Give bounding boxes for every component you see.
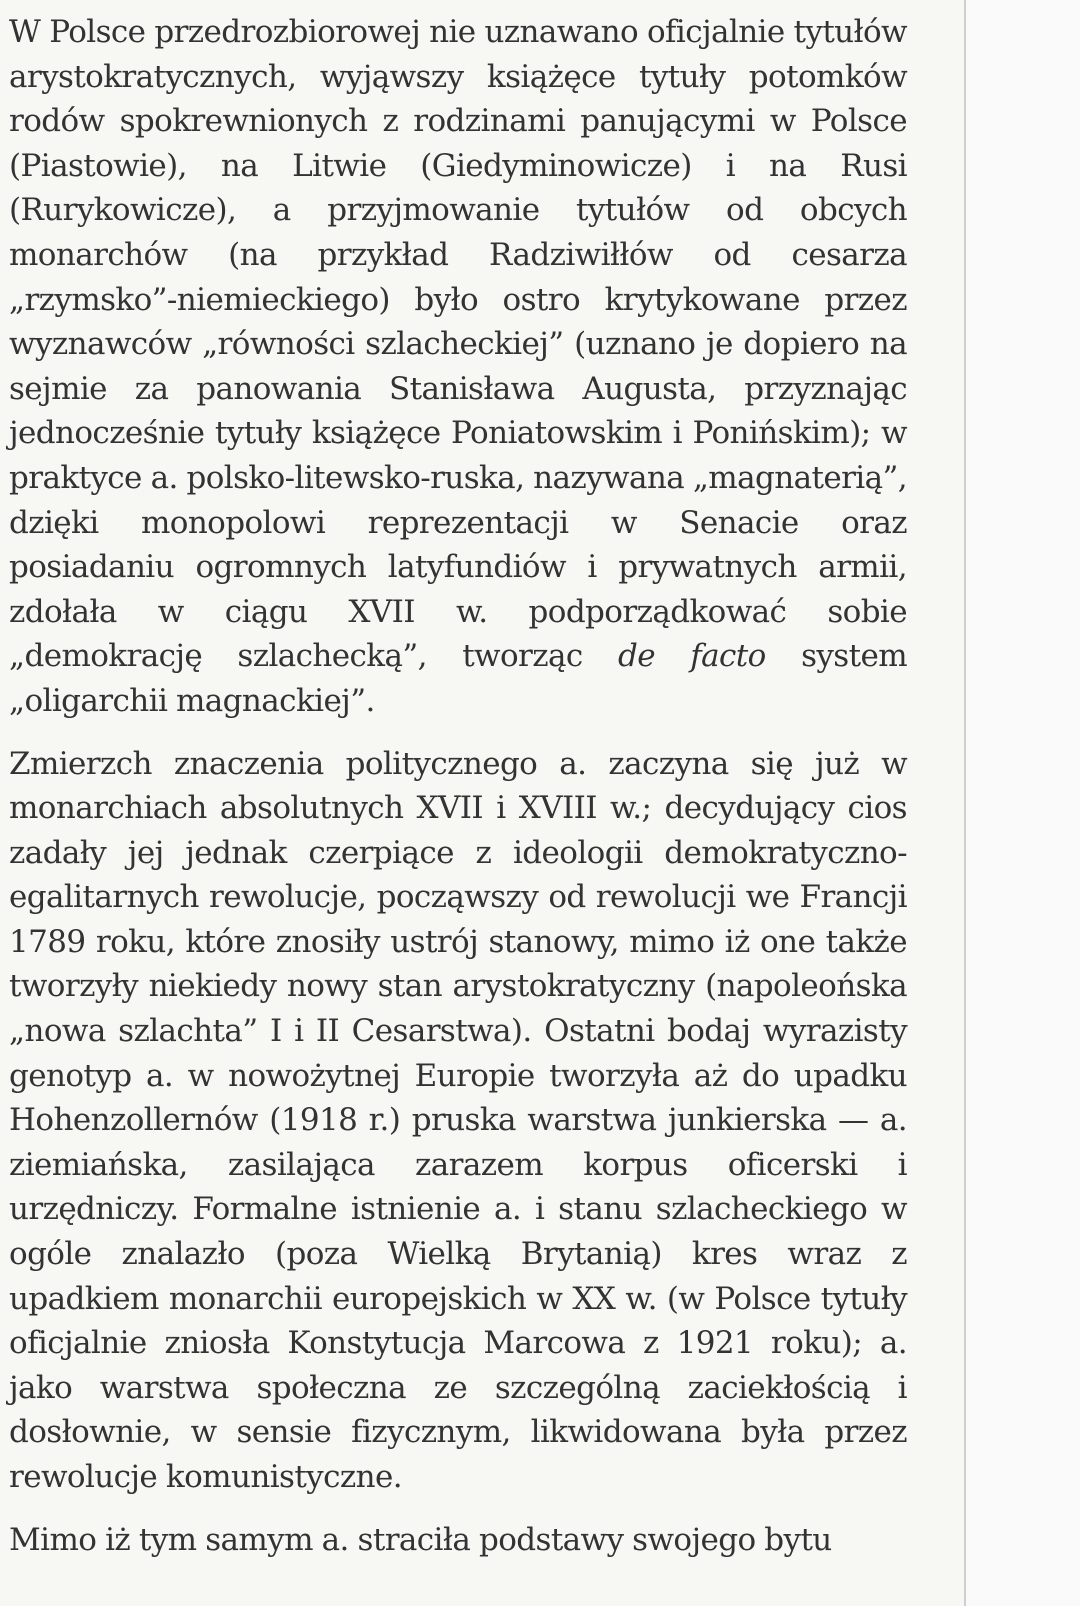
paragraph-1-text: W Polsce przedrozbiorowej nie uznawano oficjalnie tytułów arystokratycznych, wyjąwszy książęce tytuły potomków rodów spokrewnionych z rodzinami panującymi w Polsce (Piastowie), na Litwie (Giedyminowicze) i na Rusi (Rurykowicze), a przyjmowanie tytułów od obcych monarchów (na przykład Radziwiłłów od cesarza „rzymsko”-niemieckiego) było ostro krytykowane przez wyznawców „równości szlacheckiej” (uznano je dopiero na sejmie za panowania Stanisława Augusta, przyznając jednocześnie tytuły książęce Poniatowskim i Ponińskim); w praktyce a. polsko-litewsko-ruska, nazywana „magnaterią”, dzięki monopolowi reprezentacji w Senacie oraz posiadaniu ogromnych latyfundiów i prywatnych armii, zdołała w ciągu XVII w. podporządkować sobie „demokrację szlachecką”, tworząc	[9, 14, 907, 675]
paragraph-1-end: system „oligarchii magnackiej”.	[9, 638, 907, 719]
right-margin	[966, 0, 1080, 1606]
italic-phrase: de facto	[617, 638, 766, 675]
paragraph-1	[9, 10, 907, 724]
paragraph-2: Zmierzch znaczenia politycznego a. zaczyna się już w monarchiach absolutnych XVII i XVIII w.; decydujący cios zadały jej jednak czerpiące z ideologii demokratyczno-egalitarnych rewolucje, począwszy od rewolucji we Francji 1789 roku, które znosiły ustrój stanowy, mimo iż one także tworzyły niekiedy nowy stan arystokratyczny (napoleońska „nowa szlachta” I i II Cesarstwa). Ostatni bodaj wyrazisty genotyp a. w nowożytnej Europie tworzyła aż do upadku Hohenzollernów (1918 r.) pruska warstwa junkierska — a. ziemiańska, zasilająca zarazem korpus oficerski i urzędniczy. Formalne istnienie a. i stanu szlacheckiego w ogóle znalazło (poza Wielką Brytanią) kres wraz z upadkiem monarchii europejskich w XX w. (w Polsce tytuły oficjalnie zniosła Konstytucja Marcowa z 1921 roku); a. jako warstwa społeczna ze szczególną zaciekłością i dosłownie, w sensie fizycznym, likwidowana była przez rewolucje komunistyczne.	[9, 745, 907, 1495]
article-body	[9, 10, 907, 1580]
paragraph-3-partial: Mimo iż tym samym a. straciła podstawy swojego bytu	[9, 1521, 832, 1558]
